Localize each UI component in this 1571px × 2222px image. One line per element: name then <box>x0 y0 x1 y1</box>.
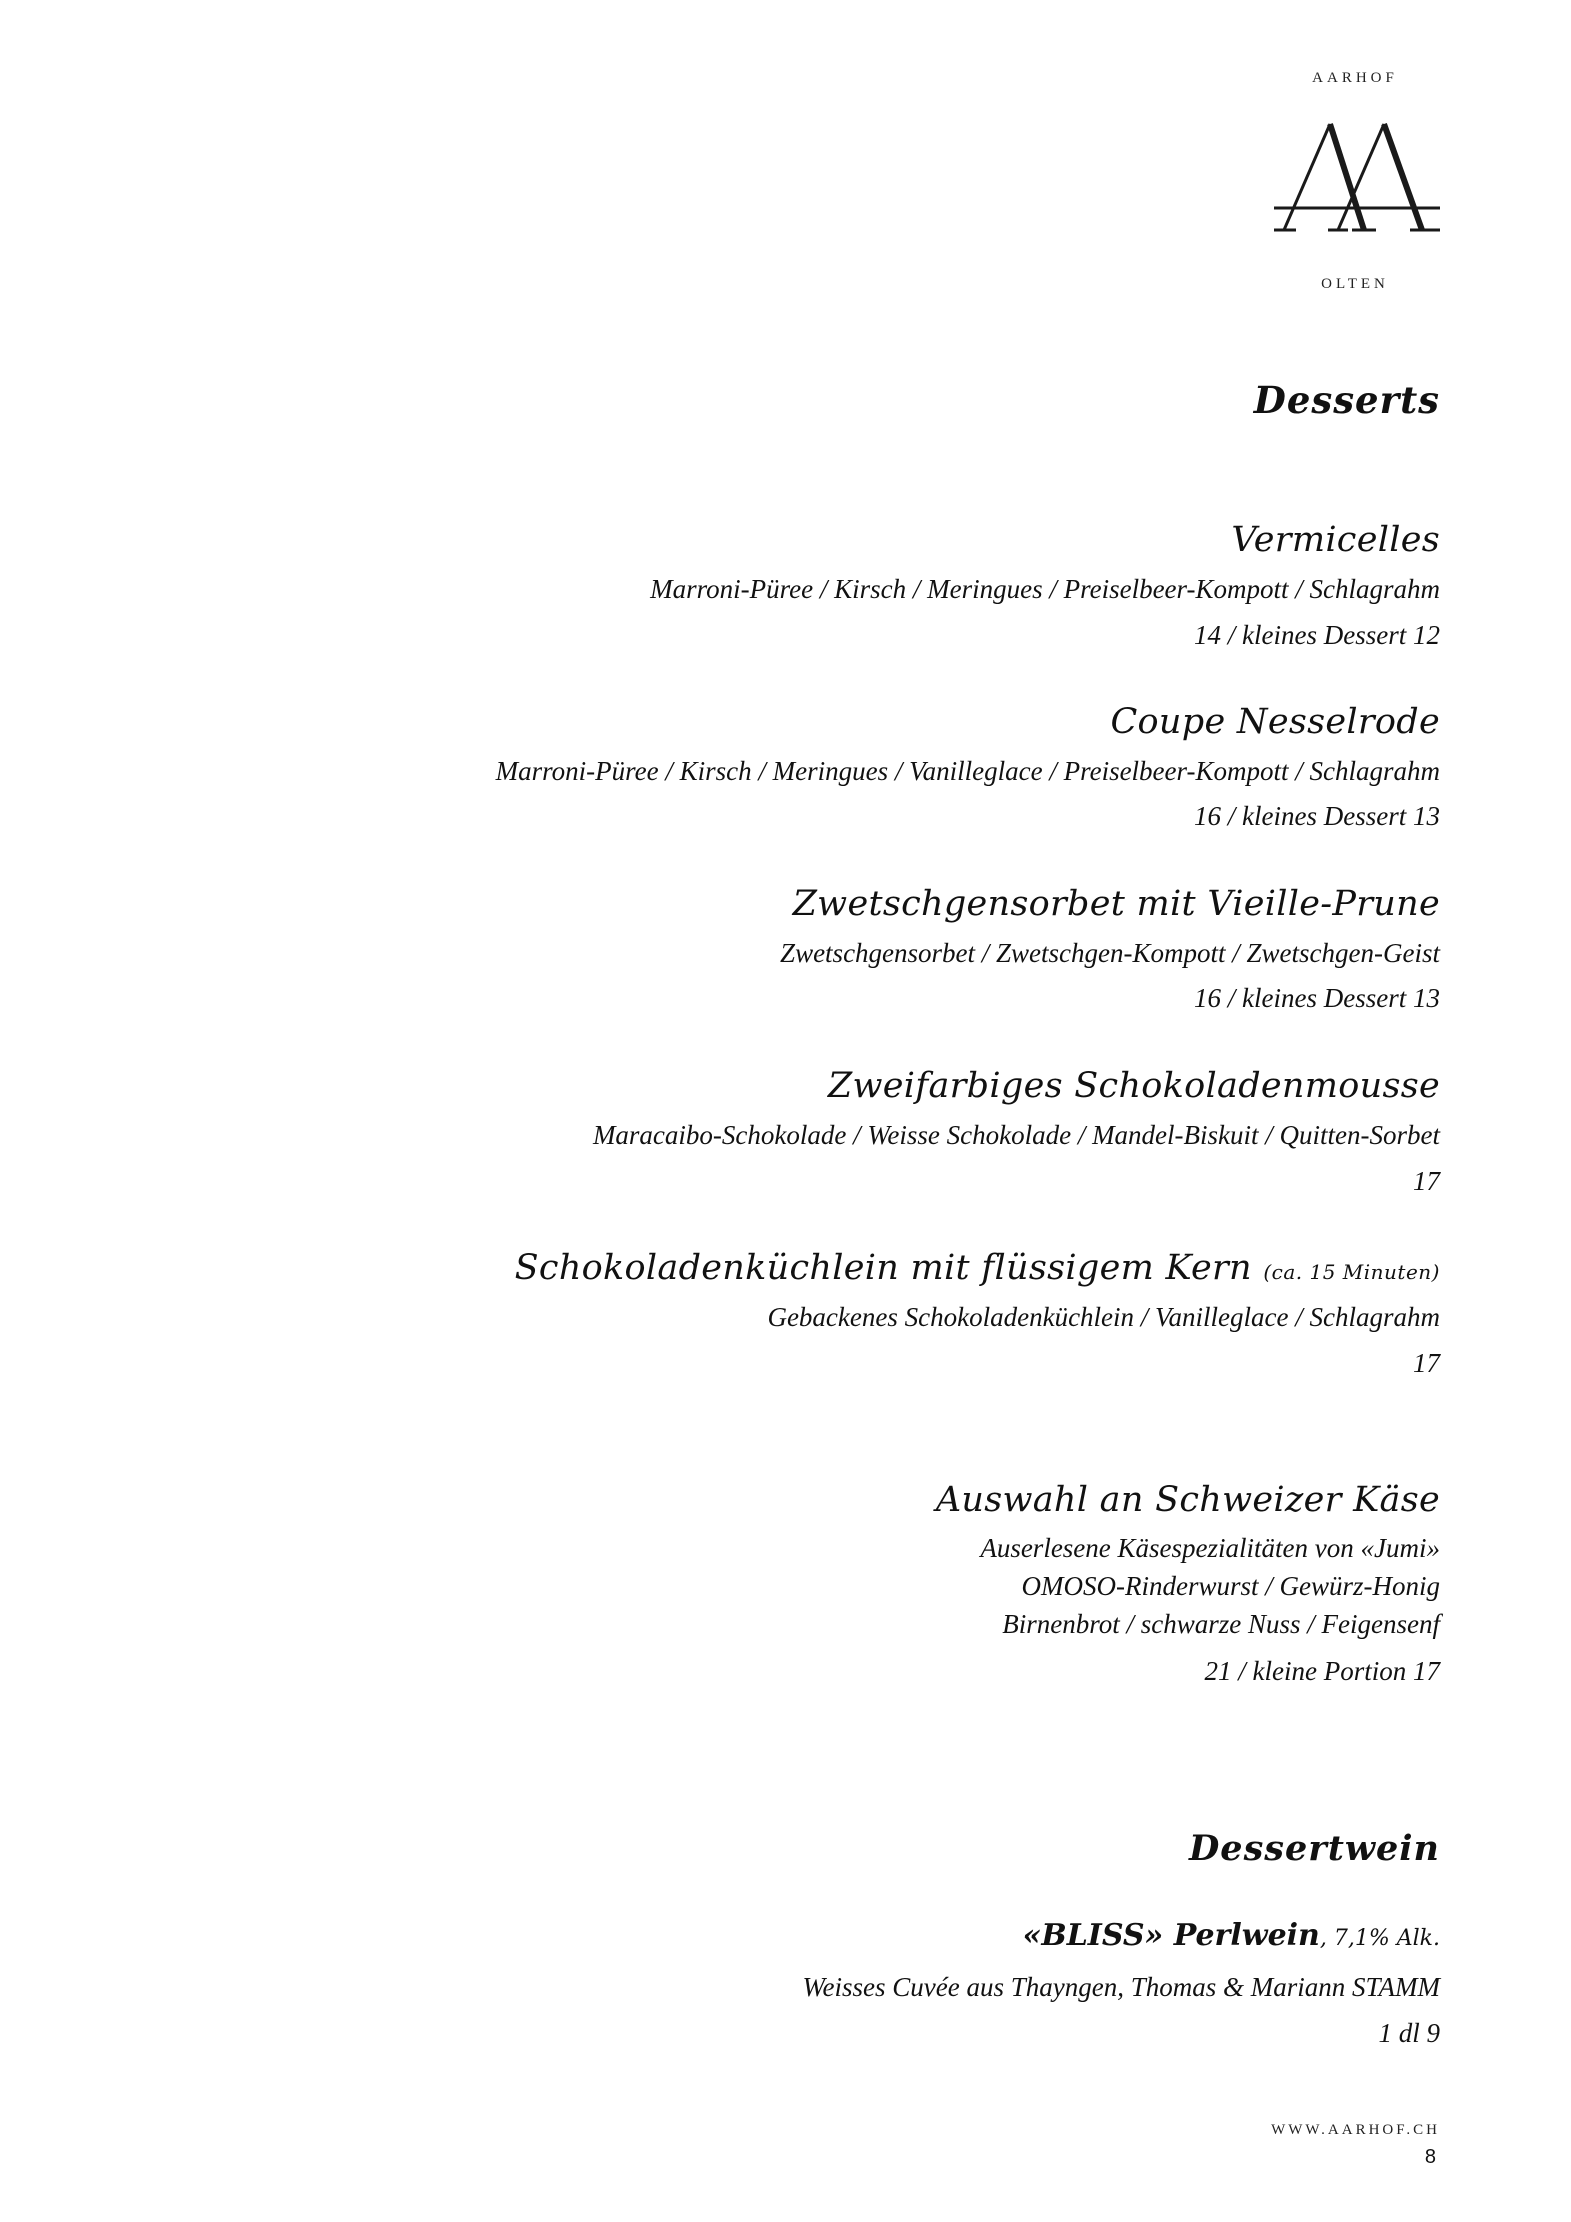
dessert-price: 17 <box>1413 1348 1440 1378</box>
brand-name-bottom: OLTEN <box>1321 276 1389 292</box>
dessert-title-coupe-nesselrode: Coupe Nesselrode <box>1110 702 1440 742</box>
section-title-dessertwein: Dessertwein <box>1188 1828 1440 1869</box>
dessert-title-note: (ca. 15 Minuten) <box>1263 1260 1440 1284</box>
dessert-price: 16 / kleines Dessert 13 <box>1194 983 1440 1013</box>
dessert-description: Auserlesene Käsespezialitäten von «Jumi» <box>980 1533 1440 1563</box>
wine-abv: , 7,1% Alk. <box>1319 1926 1440 1951</box>
aarhof-logo-mark <box>1272 118 1442 240</box>
dessert-description: Marroni-Püree / Kirsch / Meringues / Vanilleglace / Preiselbeer-Kompott / Schlagrahm <box>495 756 1440 786</box>
dessert-description: Gebackenes Schokoladenküchlein / Vanilleglace / Schlagrahm <box>767 1302 1440 1332</box>
page-number: 8 <box>1424 2146 1436 2168</box>
dessert-title-schweizer-kaese: Auswahl an Schweizer Käse <box>935 1480 1440 1520</box>
wine-price: 1 dl 9 <box>1378 2018 1440 2048</box>
wine-description: Weisses Cuvée aus Thayngen, Thomas & Mariann STAMM <box>802 1972 1440 2002</box>
dessert-title-vermicelles: Vermicelles <box>1231 520 1440 560</box>
dessert-title-zwetschgensorbet: Zwetschgensorbet mit Vieille-Prune <box>792 884 1440 924</box>
dessert-description: Maracaibo-Schokolade / Weisse Schokolade / Mandel-Biskuit / Quitten-Sorbet <box>592 1120 1440 1150</box>
dessert-price: 16 / kleines Dessert 13 <box>1194 801 1440 831</box>
dessert-description: Marroni-Püree / Kirsch / Meringues / Preiselbeer-Kompott / Schlagrahm <box>650 574 1440 604</box>
dessert-title-schokoladenmousse: Zweifarbiges Schokoladenmousse <box>827 1066 1440 1106</box>
dessert-price: 21 / kleine Portion 17 <box>1204 1656 1440 1686</box>
wine-name: «BLISS» Perlwein <box>1022 1918 1320 1953</box>
dessert-description: Birnenbrot / schwarze Nuss / Feigensenf <box>1002 1609 1440 1639</box>
brand-name-top: AARHOF <box>1312 70 1398 86</box>
section-title-desserts: Desserts <box>1253 378 1440 422</box>
footer-website-url: WWW.AARHOF.CH <box>1271 2122 1440 2138</box>
dessert-description: OMOSO-Rinderwurst / Gewürz-Honig <box>1021 1571 1440 1601</box>
dessert-price: 14 / kleines Dessert 12 <box>1194 620 1440 650</box>
dessert-description: Zwetschgensorbet / Zwetschgen-Kompott / Zwetschgen-Geist <box>780 938 1440 968</box>
dessert-title-schokoladenkuechlein <box>515 1248 1440 1288</box>
wine-title <box>1023 1918 1440 1953</box>
dessert-price: 17 <box>1413 1166 1440 1196</box>
dessert-title-text: Schokoladenküchlein mit flüssigem Kern <box>514 1248 1252 1288</box>
